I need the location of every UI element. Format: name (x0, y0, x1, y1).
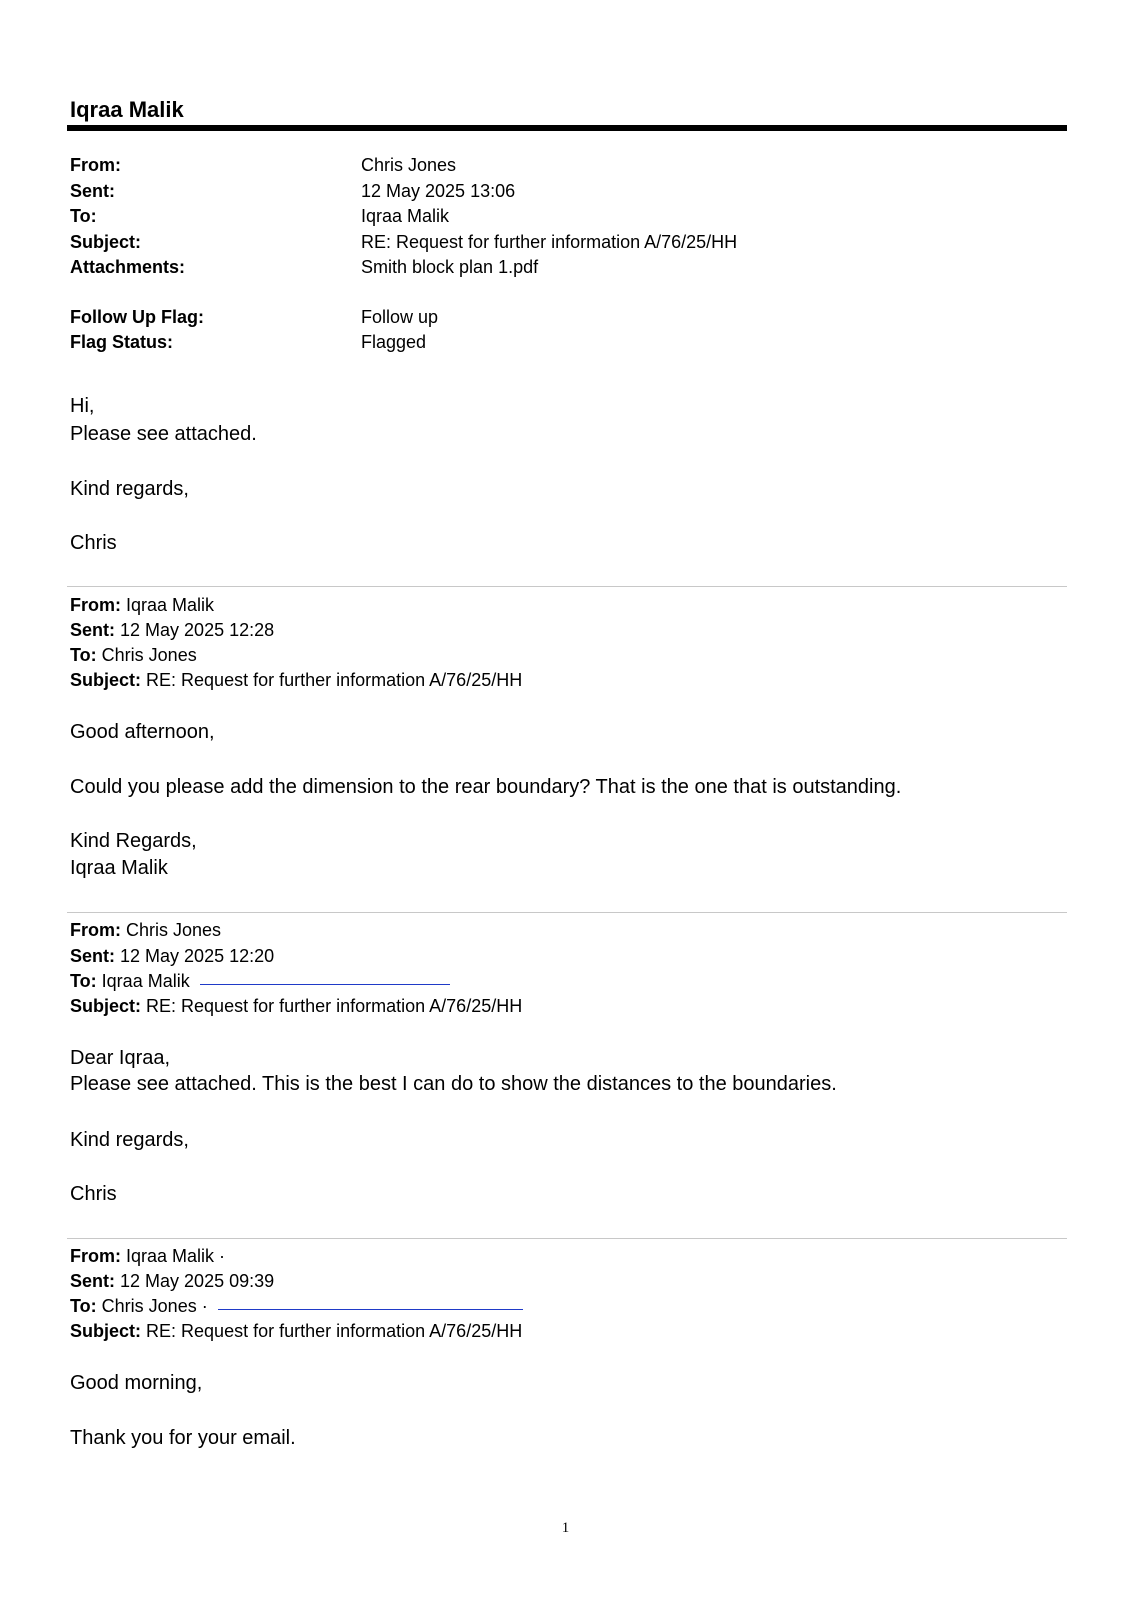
message4-subject (70, 1319, 522, 1345)
meta-label: Subject: (70, 1321, 142, 1341)
header-value: Iqraa Malik (361, 206, 450, 226)
message3-sent (70, 944, 274, 970)
message2-from (70, 593, 214, 619)
message2-subject (70, 668, 522, 694)
header-label: Follow Up Flag: (70, 306, 204, 327)
message3-line: Please see attached. This is the best I can do to show the distances to the boundaries. (70, 1073, 837, 1095)
header-label: From: (70, 155, 121, 175)
meta-value: RE: Request for further information A/76/25/HH (146, 670, 523, 690)
message1-signature: Chris (70, 532, 117, 554)
meta-label: From: (70, 1246, 121, 1266)
meta-value: Iqraa Malik · (126, 1246, 226, 1266)
message2-sent (70, 618, 274, 644)
message2-to (70, 643, 197, 669)
message3-signature: Chris (70, 1183, 117, 1205)
meta-label: Sent: (70, 946, 115, 966)
meta-value: 12 May 2025 09:39 (120, 1271, 275, 1291)
meta-label: Sent: (70, 1271, 115, 1291)
message2-closing: Kind Regards, (70, 830, 197, 852)
message2-line: Could you please add the dimension to the rear boundary? That is the one that is outstanding. (70, 776, 902, 798)
meta-label: To: (70, 1296, 97, 1316)
message3-to (70, 969, 450, 995)
message1-closing: Kind regards, (70, 478, 189, 500)
message1-greeting: Hi, (70, 395, 95, 417)
meta-value: Iqraa Malik (126, 595, 215, 615)
meta-value: RE: Request for further information A/76/25/HH (146, 996, 523, 1016)
header-value: RE: Request for further information A/76/25/HH (361, 231, 738, 252)
message4-sent (70, 1269, 274, 1295)
heading-rule (67, 125, 1067, 131)
header-label: Attachments: (70, 257, 186, 277)
meta-value: 12 May 2025 12:28 (120, 620, 275, 640)
header-value: 12 May 2025 13:06 (361, 180, 516, 201)
message-divider (67, 586, 1067, 587)
message2-greeting: Good afternoon, (70, 721, 215, 743)
meta-value: RE: Request for further information A/76/25/HH (146, 1321, 523, 1341)
meta-value: Chris Jones (101, 645, 197, 665)
message3-from (70, 918, 221, 944)
meta-label: To: (70, 645, 97, 665)
message3-subject (70, 994, 522, 1020)
meta-label: Subject: (70, 670, 142, 690)
meta-value: Chris Jones · (101, 1296, 208, 1316)
meta-label: From: (70, 595, 121, 615)
meta-label: From: (70, 920, 121, 940)
message1-line: Please see attached. (70, 423, 257, 445)
meta-label: To: (70, 971, 97, 991)
message4-greeting: Good morning, (70, 1372, 203, 1394)
redacted-email-link[interactable] (200, 983, 450, 985)
redacted-email-link[interactable] (218, 1308, 523, 1310)
message4-line: Thank you for your email. (70, 1427, 296, 1449)
message4-to (70, 1294, 523, 1320)
meta-label: Sent: (70, 620, 115, 640)
message3-greeting: Dear Iqraa, (70, 1047, 171, 1069)
header-label: To: (70, 206, 97, 226)
message2-signature: Iqraa Malik (70, 857, 168, 879)
attachment-link[interactable]: Smith block plan 1.pdf (361, 257, 539, 277)
header-label: Flag Status: (70, 332, 174, 352)
header-value: Flagged (361, 332, 427, 352)
meta-label: Subject: (70, 996, 142, 1016)
header-value: Follow up (361, 306, 439, 327)
page-number: 1 (561, 1520, 570, 1536)
mailbox-owner-name: Iqraa Malik (70, 97, 184, 122)
header-value: Chris Jones (361, 155, 457, 175)
message-divider (67, 1238, 1067, 1239)
message3-closing: Kind regards, (70, 1129, 189, 1151)
message-divider (67, 912, 1067, 913)
header-label: Sent: (70, 180, 115, 201)
meta-value: Iqraa Malik (101, 971, 190, 991)
message4-from (70, 1244, 225, 1270)
meta-value: 12 May 2025 12:20 (120, 946, 275, 966)
meta-value: Chris Jones (126, 920, 222, 940)
header-label: Subject: (70, 231, 142, 252)
